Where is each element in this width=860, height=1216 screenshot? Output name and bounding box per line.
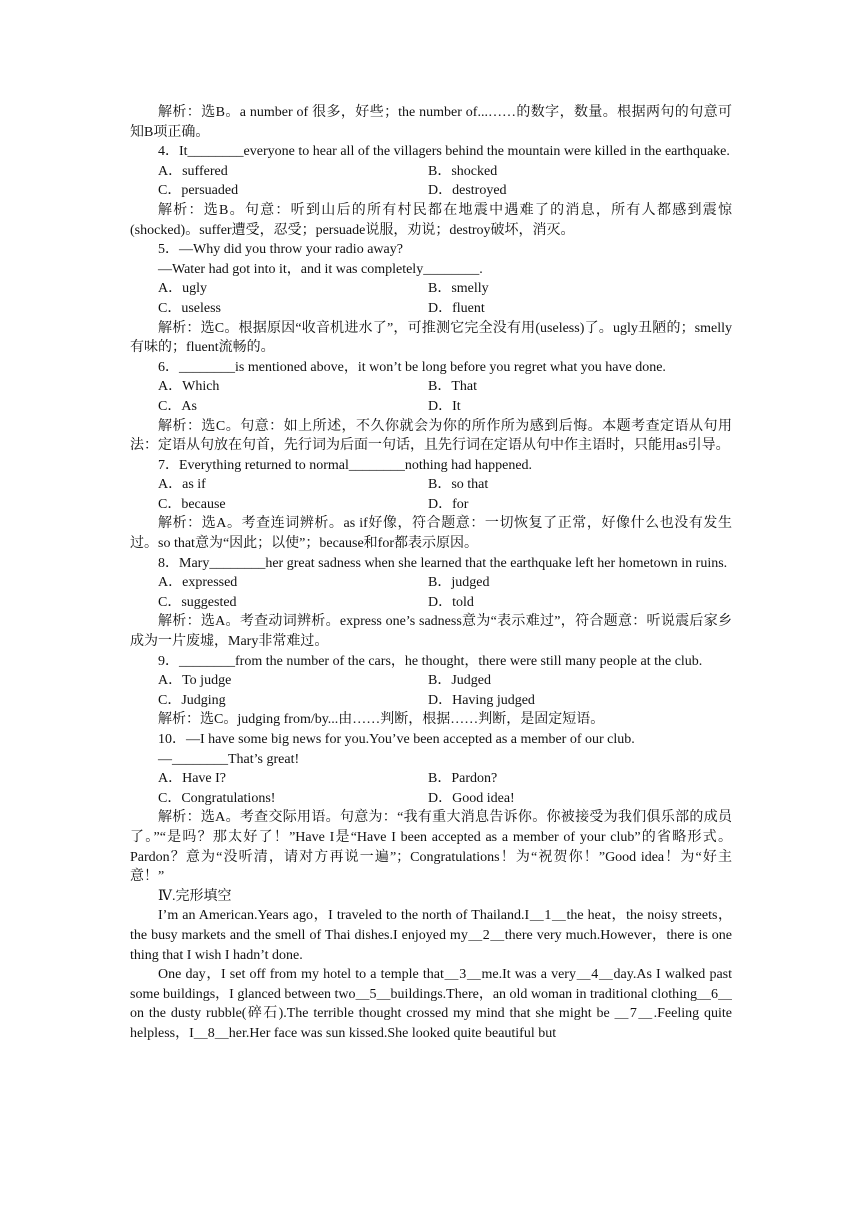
q4-stem: 4．It________everyone to hear all of the villagers behind the mountain were killed in the earthquake. [158, 144, 730, 160]
q4-option-c: C．persuaded [158, 183, 239, 199]
q6-options-row2 [130, 397, 732, 417]
q9-analysis: 解析：选C。judging from/by...由……判断，根据……判断，是固定短语。 [158, 712, 605, 728]
q8-options-row1 [130, 573, 732, 593]
q5-stem-2: —Water had got into it，and it was completely________. [158, 261, 483, 277]
q6-analysis: 解析：选C。句意：如上所述，不久你就会为你的所作所为感到后悔。本题考查定语从句用法：定语从句放在句首，先行词为后面一句话，且先行词在定语从句中作主语时，只能用as引导。 [130, 418, 732, 454]
q10-option-c: C．Congratulations! [158, 790, 276, 806]
q3-analysis: 解析：选B。a number of 很多，好些；the number of...……的数字，数量。根据两句的句意可知B项正确。 [130, 105, 732, 140]
q9-option-a: A．To judge [158, 673, 232, 689]
q9-option-b: B．Judged [428, 673, 491, 689]
q5-option-b: B．smelly [428, 281, 489, 297]
q8-options-row2 [130, 593, 732, 613]
q9-stem: 9．________from the number of the cars，he thought，there were still many people at the club. [158, 653, 703, 669]
q5-option-d: D．fluent [428, 300, 485, 316]
q10-options-row2 [130, 789, 732, 809]
q6-option-c: C．As [158, 398, 197, 414]
q10-option-a: A．Have I? [158, 771, 227, 787]
q10-option-d: D．Good idea! [428, 790, 515, 806]
q5-analysis: 解析：选C。根据原因“收音机进水了”，可推测它完全没有用(useless)了。ugly丑陋的；smelly有味的；fluent流畅的。 [130, 320, 732, 356]
q9-option-c: C．Judging [158, 692, 226, 708]
q8-option-b: B．judged [428, 575, 490, 591]
q8-analysis: 解析：选A。考查动词辨析。express one’s sadness意为“表示难过”，符合题意：听说震后家乡成为一片废墟，Mary非常难过。 [130, 614, 732, 650]
cloze-paragraph-2: One day，I set off from my hotel to a temple that＿3＿me.It was a very＿4＿day.As I walked past some buildings，I glanced between two＿5＿buildings.There，an old woman in traditional clothing＿6＿on the dusty rubble(碎石).The terrible thought crossed my mind that she might be ＿7＿.Feeling quite helpless，I＿8＿her.Her face was sun kissed.She looked quite beautiful but [130, 967, 732, 1041]
q4-analysis: 解析：选B。句意：听到山后的所有村民都在地震中遇难了的消息，所有人都感到震惊(shocked)。suffer遭受，忍受；persuade说服，劝说；destroy破坏，消灭。 [130, 202, 732, 238]
q6-option-a: A．Which [158, 379, 220, 395]
q5-options-row1 [130, 279, 732, 299]
q7-option-d: D．for [428, 496, 469, 512]
q7-options-row1 [130, 475, 732, 495]
q7-option-a: A．as if [158, 477, 206, 493]
document-page [130, 103, 732, 1044]
q9-options-row2 [130, 691, 732, 711]
cloze-paragraph-1: I’m an American.Years ago，I traveled to the north of Thailand.I＿1＿the heat，the noisy streets，the busy markets and the smell of Thai dishes.I enjoyed my＿2＿there very much.However，there is one thing that I wish I hadn’t done. [130, 908, 732, 963]
q6-options-row1 [130, 377, 732, 397]
q5-option-a: A．ugly [158, 281, 207, 297]
q4-options-row1 [130, 162, 732, 182]
q5-stem-1: 5．—Why did you throw your radio away? [158, 242, 403, 258]
q10-analysis: 解析：选A。考查交际用语。句意为：“我有重大消息告诉你。你被接受为我们俱乐部的成员了。”“是吗？那太好了！”Have I是“Have I been accepted as a member of your club”的省略形式。Pardon？意为“没听清，请对方再说一遍”；Congratulations！为“祝贺你！”Good idea！为“好主意！” [130, 810, 732, 885]
q4-option-d: D．destroyed [428, 183, 507, 199]
q4-option-a: A．suffered [158, 163, 228, 179]
q9-option-d: D．Having judged [428, 692, 535, 708]
q6-option-d: D．It [428, 398, 461, 414]
q4-options-row2 [130, 181, 732, 201]
q6-option-b: B．That [428, 379, 477, 395]
q7-option-b: B．so that [428, 477, 489, 493]
q8-option-a: A．expressed [158, 575, 238, 591]
q7-analysis: 解析：选A。考查连词辨析。as if好像，符合题意：一切恢复了正常，好像什么也没有发生过。so that意为“因此；以使”；because和for都表示原因。 [130, 516, 732, 552]
q7-stem: 7．Everything returned to normal________nothing had happened. [158, 457, 533, 473]
q5-options-row2 [130, 299, 732, 319]
q8-stem: 8．Mary________her great sadness when she learned that the earthquake left her hometown in ruins. [158, 555, 728, 571]
q10-stem-2: —________That’s great! [158, 751, 300, 767]
section-title: Ⅳ.完形填空 [158, 888, 232, 904]
q4-option-b: B．shocked [428, 163, 498, 179]
q5-option-c: C．useless [158, 300, 221, 316]
q8-option-d: D．told [428, 594, 474, 610]
q10-option-b: B．Pardon? [428, 771, 498, 787]
q7-options-row2 [130, 495, 732, 515]
q7-option-c: C．because [158, 496, 226, 512]
q9-options-row1 [130, 671, 732, 691]
q8-option-c: C．suggested [158, 594, 237, 610]
q10-options-row1 [130, 769, 732, 789]
q10-stem-1: 10．—I have some big news for you.You’ve been accepted as a member of our club. [158, 732, 635, 747]
q6-stem: 6．________is mentioned above，it won’t be long before you regret what you have done. [158, 359, 666, 375]
